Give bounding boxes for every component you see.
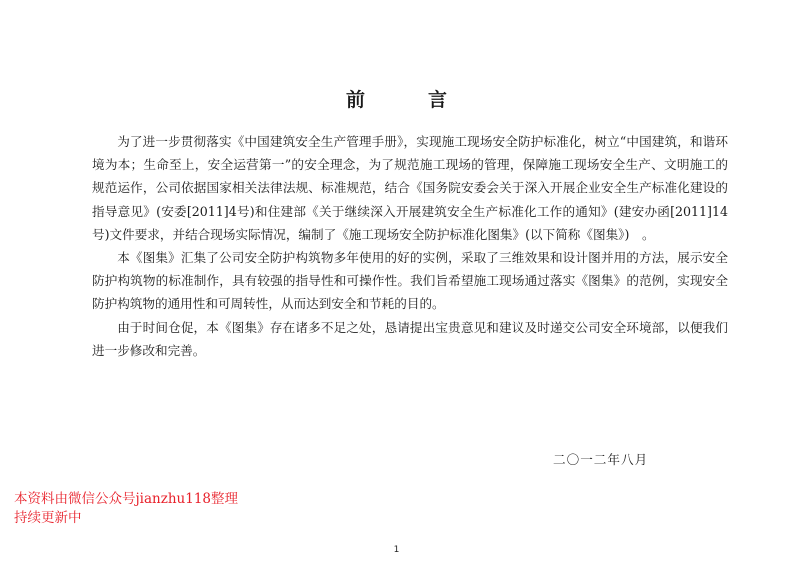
page-title: 前 言 [345, 89, 469, 111]
signature-date: 二〇一二年八月 [553, 452, 649, 467]
preface-body [92, 130, 728, 362]
watermark-line-2: 持续更新中 [14, 510, 82, 526]
watermark-note [14, 490, 238, 528]
paragraph-1: 为了进一步贯彻落实《中国建筑安全生产管理手册》，实现施工现场安全防护标准化，树立“中国建筑，和谐环境为本；生命至上，安全运营第一”的安全理念，为了规范施工现场的管理，保障施工现场安全生产、文明施工的规范运作，公司依据国家相关法律法规、标准规范，结合《国务院安委会关于深入开展企业安全生产标准化建设的指导意见》(安委[2011]4号)和住建部《关于继续深入开展建筑安全生产标准化工作的通知》(建安办函[2011]14号)文件要求，并结合现场实际情况，编制了《施工现场安全防护标准化图集》(以下简称《图集》) 。 [92, 134, 728, 242]
watermark-line-1: 本资料由微信公众号jianzhu118整理 [14, 491, 239, 507]
paragraph-2: 本《图集》汇集了公司安全防护构筑物多年使用的好的实例，采取了三维效果和设计图并用的方法，展示安全防护构筑物的标准制作，具有较强的指导性和可操作性。我们旨希望施工现场通过落实《图集》的范例，实现安全防护构筑物的通用性和可周转性，从而达到安全和节耗的目的。 [92, 250, 728, 312]
page-number: 1 [393, 545, 400, 555]
paragraph-3: 由于时间仓促，本《图集》存在诸多不足之处，恳请提出宝贵意见和建议及时递交公司安全环境部，以便我们进一步修改和完善。 [92, 319, 728, 358]
